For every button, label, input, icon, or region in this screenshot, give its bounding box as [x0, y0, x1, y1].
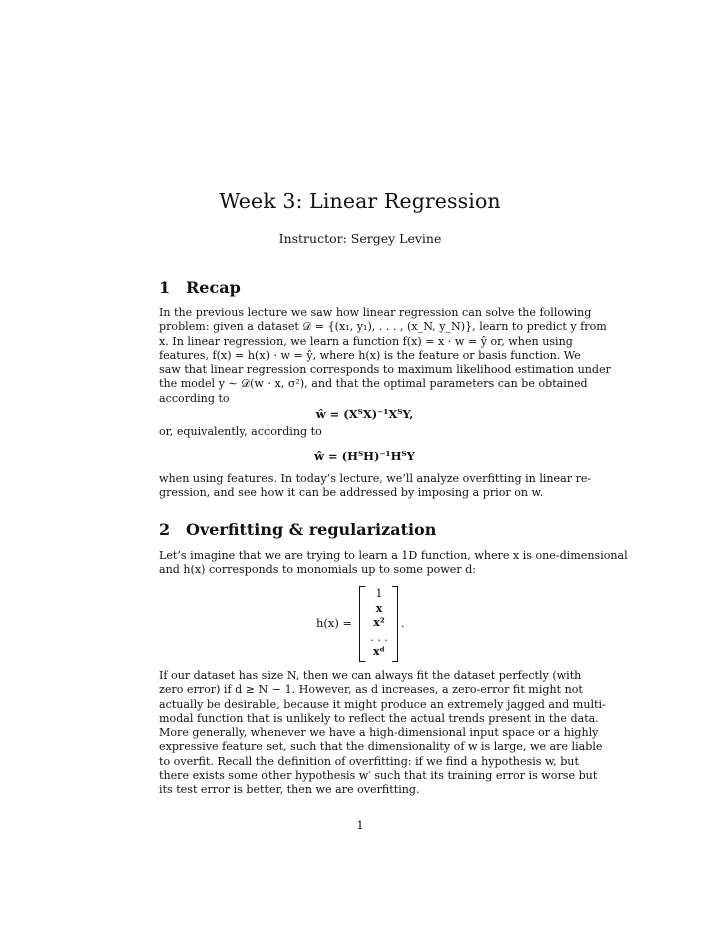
page-number: 1: [356, 818, 364, 832]
author-line: Instructor: Sergey Levine: [278, 231, 442, 246]
text-line: zero error) if d ≥ N − 1. However, as d increases, a zero-error fit might not: [159, 683, 583, 697]
matrix-entry: 1: [375, 587, 383, 600]
left-bracket: [359, 586, 365, 662]
text-line: features, f(x) = h(x) · w = ŷ, where h(x) is the feature or basis function. We: [159, 348, 581, 362]
text-line: actually be desirable, because it might produce an extremely jagged and multi-: [159, 697, 606, 711]
text-line: problem: given a dataset 𝒟 = {(x₁, y₁), . . . , (x_N, y_N)}, learn to predict y from: [159, 320, 607, 334]
text-line: x. In linear regression, we learn a function f(x) = x · w = ŷ or, when using: [159, 334, 573, 348]
matrix-entry: x²: [373, 616, 385, 630]
text-line: gression, and see how it can be addressed by imposing a prior on w.: [159, 486, 544, 500]
section-2-number: 2: [159, 520, 171, 539]
text-line: the model y ∼ 𝒟(w · x, σ²), and that the optimal parameters can be obtained: [159, 377, 588, 391]
text-line: when using features. In today’s lecture, we’ll analyze overfitting in linear re-: [159, 472, 592, 485]
text-line: expressive feature set, such that the dimensionality of w is large, we are liable: [159, 740, 603, 754]
text-line: its test error is better, then we are overfitting.: [159, 783, 420, 797]
matrix-entry: . . .: [370, 630, 388, 644]
matrix-lhs: h(x) =: [316, 616, 353, 630]
section-2-heading: [159, 520, 436, 539]
right-bracket: [392, 586, 398, 662]
matrix-period: .: [401, 616, 405, 630]
text-line: saw that linear regression corresponds to maximum likelihood estimation under: [159, 363, 611, 377]
document-title: Week 3: Linear Regression: [219, 189, 501, 213]
section-2-paragraph-1: [159, 549, 628, 578]
equation-2: ŵ = (HᵀH)⁻¹HᵀY: [314, 449, 415, 463]
equation-1: ŵ = (XᵀX)⁻¹XᵀY,: [315, 407, 414, 421]
text-line: there exists some other hypothesis w′ such that its training error is worse but: [159, 769, 598, 783]
text-line: and h(x) corresponds to monomials up to some power d:: [159, 563, 477, 577]
section-1-paragraph-3: [159, 472, 592, 501]
matrix-entry: x: [375, 601, 383, 615]
text-line: In the previous lecture we saw how linear regression can solve the following: [159, 306, 592, 319]
section-2-title: Overfitting & regularization: [186, 520, 437, 539]
matrix-entry: xᵈ: [372, 645, 386, 659]
text-line: If our dataset has size N, then we can always fit the dataset perfectly (with: [159, 669, 582, 682]
section-1-heading: [159, 278, 241, 297]
section-1-paragraph-1: [159, 306, 611, 406]
matrix-column: [366, 587, 392, 660]
text-line: according to: [159, 391, 230, 405]
section-1-title: Recap: [186, 278, 241, 297]
text-line: Let’s imagine that we are trying to learn a 1D function, where x is one-dimensional: [159, 549, 628, 562]
text-line: More generally, whenever we have a high-dimensional input space or a highly: [159, 726, 599, 740]
text-line: to overfit. Recall the definition of overfitting: if we find a hypothesis w, but: [159, 754, 579, 768]
text-line: modal function that is unlikely to reflect the actual trends present in the data.: [159, 711, 599, 725]
text-line: or, equivalently, according to: [159, 425, 322, 438]
section-1-paragraph-2: [159, 425, 570, 439]
section-1-number: 1: [159, 278, 171, 297]
section-2-paragraph-2: [159, 669, 606, 798]
feature-matrix-equation: [316, 586, 426, 662]
